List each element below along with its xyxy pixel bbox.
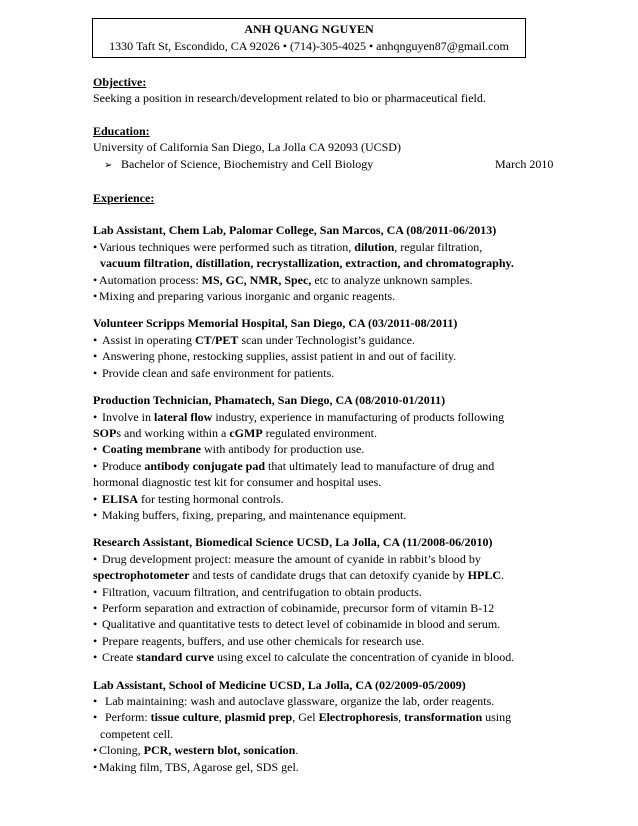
header-box: [92, 18, 526, 58]
bullet-icon: •: [93, 551, 98, 566]
bullet-icon: •: [93, 710, 98, 725]
bullet-icon: •: [93, 332, 98, 347]
list-item: • Cloning, PCR, western blot, sonication.: [93, 743, 299, 758]
list-item-continuation: competent cell.: [100, 726, 174, 741]
list-item: • Filtration, vacuum filtration, and centrifugation to obtain products.: [93, 584, 422, 599]
list-item: • Lab maintaining: wash and autoclave glassware, organize the lab, order reagents.: [93, 694, 495, 708]
list-item: • Create standard curve using excel to calculate the concentration of cyanide in blood.: [93, 650, 515, 665]
list-item: • Making buffers, fixing, preparing, and maintenance equipment.: [93, 507, 407, 522]
list-item: • Making film, TBS, Agarose gel, SDS gel.: [93, 759, 299, 774]
bullet-icon: •: [93, 442, 98, 457]
applicant-name: ANH QUANG NGUYEN: [244, 22, 374, 36]
list-item: • Provide clean and safe environment for patients.: [93, 365, 335, 380]
list-item: • ELISA for testing hormonal controls.: [93, 491, 284, 506]
education-school: University of California San Diego, La Jolla CA 92093 (UCSD): [93, 140, 401, 155]
bullet-icon: •: [93, 694, 98, 708]
arrow-bullet-icon: ➢: [104, 159, 113, 171]
list-item: • Answering phone, restocking supplies, assist patient in and out of facility.: [93, 349, 457, 364]
experience-title: Experience:: [93, 191, 155, 206]
education-date: March 2010: [495, 156, 554, 171]
bullet-icon: •: [93, 650, 98, 665]
list-item-continuation: spectrophotometer and tests of candidate drugs that can detoxify cyanide by HPLC.: [93, 568, 505, 583]
list-item: • Perform separation and extraction of cobinamide, precursor form of vitamin B-12: [93, 600, 495, 615]
bullet-icon: •: [93, 759, 98, 774]
bullet-icon: •: [93, 349, 98, 364]
list-item: • Drug development project: measure the amount of cyanide in rabbit’s blood by: [93, 551, 481, 566]
list-item: • Perform: tissue culture, plasmid prep, Gel Electrophoresis, transformation using: [93, 710, 512, 725]
list-item: • Mixing and preparing various inorganic and organic reagents.: [93, 289, 396, 304]
bullet-icon: •: [93, 491, 98, 506]
bullet-icon: •: [93, 458, 98, 473]
bullet-icon: •: [93, 272, 98, 287]
education-degree: Bachelor of Science, Biochemistry and Cell Biology: [121, 156, 374, 171]
bullet-icon: •: [93, 633, 98, 648]
list-item-continuation: SOPs and working within a cGMP regulated environment.: [93, 425, 377, 440]
bullet-icon: •: [93, 409, 98, 424]
job-heading: Lab Assistant, School of Medicine UCSD, La Jolla, CA (02/2009-05/2009): [93, 677, 466, 692]
bullet-icon: •: [93, 365, 98, 380]
bullet-icon: •: [93, 289, 98, 304]
bullet-icon: •: [93, 743, 98, 758]
list-item: • Assist in operating CT/PET scan under Technologist’s guidance.: [93, 332, 415, 347]
list-item-continuation: vacuum filtration, distillation, recrystallization, extraction, and chromatography.: [100, 256, 514, 271]
bullet-icon: •: [93, 617, 98, 632]
objective-text: Seeking a position in research/development related to bio or pharmaceutical field.: [93, 91, 486, 106]
education-degree-row: [93, 156, 563, 174]
bullet-icon: •: [93, 507, 98, 522]
list-item: • Coating membrane with antibody for production use.: [93, 442, 365, 457]
list-item: • Produce antibody conjugate pad that ultimately lead to manufacture of drug and: [93, 458, 495, 473]
bullet-icon: •: [93, 600, 98, 615]
resume-content: [93, 74, 563, 775]
list-item: • Involve in lateral flow industry, experience in manufacturing of products following: [93, 409, 505, 424]
bullet-icon: •: [93, 239, 98, 254]
list-item: • Various techniques were performed such as titration, dilution, regular filtration,: [93, 239, 483, 254]
objective-title: Objective:: [93, 75, 147, 89]
contact-line: 1330 Taft St, Escondido, CA 92026 • (714)-305-4025 • anhqnguyen87@gmail.com: [109, 39, 509, 53]
job-heading: Production Technician, Phamatech, San Diego, CA (08/2010-01/2011): [93, 393, 446, 408]
job-heading: Lab Assistant, Chem Lab, Palomar College, San Marcos, CA (08/2011-06/2013): [93, 223, 497, 238]
list-item: • Automation process: MS, GC, NMR, Spec, etc to analyze unknown samples.: [93, 272, 473, 287]
list-item: • Qualitative and quantitative tests to detect level of cobinamide in blood and serum.: [93, 617, 501, 632]
job-heading: Research Assistant, Biomedical Science UCSD, La Jolla, CA (11/2008-06/2010): [93, 535, 493, 550]
job-heading: Volunteer Scripps Memorial Hospital, San Diego, CA (03/2011-08/2011): [93, 316, 458, 331]
list-item: • Prepare reagents, buffers, and use other chemicals for research use.: [93, 633, 425, 648]
bullet-icon: •: [93, 584, 98, 599]
education-title: Education:: [93, 123, 150, 138]
list-item-continuation: hormonal diagnostic test kit for consumer and hospital uses.: [93, 475, 382, 490]
